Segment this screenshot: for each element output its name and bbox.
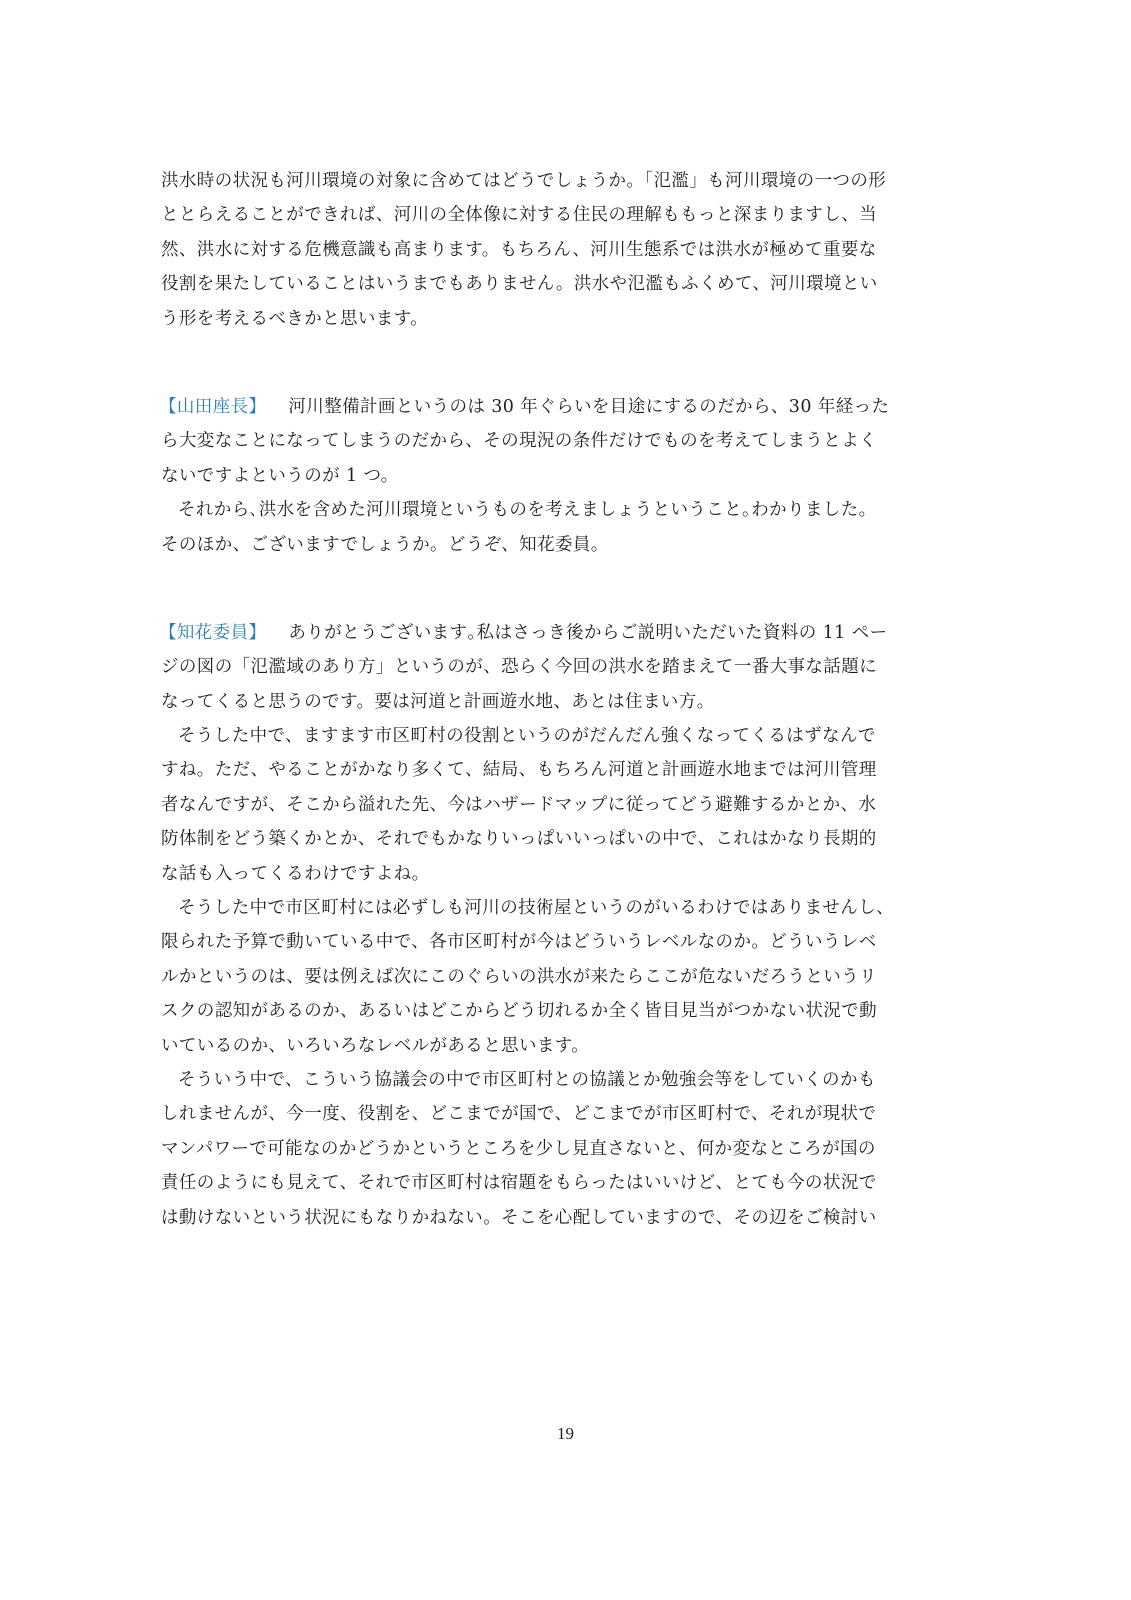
text-line: それから､洪水を含めた河川環境というものを考えましょうということ｡わかりました。 bbox=[178, 500, 877, 521]
text-line: な話も入ってくるわけですよね。 bbox=[161, 863, 430, 884]
section-spacer bbox=[161, 336, 961, 390]
text-line: 者なんですが、そこから溢れた先、今はハザードマップに従ってどう避難するかとか、水 bbox=[161, 794, 877, 815]
text-line: 洪水時の状況も河川環境の対象に含めてはどうでしょうか。「氾濫」も河川環境の一つの形 bbox=[161, 171, 887, 191]
text-line: マンパワーで可能なのかどうかというところを少し見直さないと、何か変なところが国の bbox=[161, 1138, 876, 1159]
text-line: 限られた予算で動いている中で、各市区町村が今はどういうレベルなのか。どういうレベ bbox=[161, 932, 877, 953]
speaker-line bbox=[161, 616, 961, 650]
text-line: しれませんが、今一度、役割を、どこまでが国で、どこまでが市区町村で、それが現状で bbox=[161, 1104, 877, 1125]
text-line: ジの図の「氾濫域のあり方」というのが、恐らく今回の洪水を踏まえて一番大事な話題に bbox=[161, 657, 877, 678]
text-line: すね。ただ、やることがかなり多くて、結局、もちろん河道と計画遊水地までは河川管理 bbox=[161, 760, 877, 781]
text-line: なってくると思うのです。要は河道と計画遊水地、あとは住まい方。 bbox=[161, 691, 715, 712]
text-line: う形を考えるべきかと思います。 bbox=[161, 308, 429, 329]
text-line: 防体制をどう築くかとか、それでもかなりいっぱいいっぱいの中で、これはかなり長期的 bbox=[161, 829, 877, 850]
speaker-label: 【知花委員】 bbox=[159, 622, 267, 643]
text-line: 然、洪水に対する危機意識も高まります。もちろん、河川生態系では洪水が極めて重要な bbox=[161, 239, 877, 260]
paragraph-flood-environment bbox=[161, 164, 961, 336]
page-body bbox=[161, 164, 961, 1235]
text-line: いているのか、いろいろなレベルがあると思います。 bbox=[161, 1035, 590, 1056]
text-line: 責任のようにも見えて、それで市区町村は宿題をもらったはいいけど、とても今の状況で bbox=[161, 1173, 877, 1194]
text-line: そのほか、ございますでしょうか。どうぞ、知花委員。 bbox=[161, 534, 609, 555]
text-line: ら大変なことになってしまうのだから、その現況の条件だけでものを考えてしまうとよく bbox=[161, 431, 877, 452]
speaker-line bbox=[161, 390, 961, 424]
text-line: ととらえることができれば、河川の全体像に対する住民の理解ももっと深まりますし、当 bbox=[161, 205, 877, 226]
text-line: ルかというのは、要は例えば次にこのぐらいの洪水が来たらここが危ないだろうというリ bbox=[161, 966, 877, 987]
speech-first-line: 河川整備計画というのは 30 年ぐらいを目途にするのだから、30 年経った bbox=[288, 396, 890, 417]
text-line: 役割を果たしていることはいうまでもありません。洪水や氾濫もふくめて、河川環境とい bbox=[161, 274, 878, 295]
speech-first-line: ありがとうございます｡私はさっき後からご説明いただいた資料の 11 ペー bbox=[288, 622, 888, 643]
section-yamada bbox=[161, 390, 961, 562]
section-chibana bbox=[161, 616, 961, 1235]
section-spacer bbox=[161, 562, 961, 616]
text-line: スクの認知があるのか、あるいはどこからどう切れるか全く皆目見当がつかない状況で動 bbox=[161, 1001, 877, 1022]
text-line: ないですよというのが 1 つ。 bbox=[161, 465, 399, 486]
text-line: そういう中で、こういう協議会の中で市区町村との協議とか勉強会等をしていくのかも bbox=[178, 1069, 876, 1090]
page-number: 19 bbox=[557, 1424, 574, 1443]
speaker-label: 【山田座長】 bbox=[159, 396, 267, 417]
text-line: そうした中で、ますます市区町村の役割というのがだんだん強くなってくるはずなんで bbox=[178, 726, 876, 747]
text-line: そうした中で市区町村には必ずしも河川の技術屋というのがいるわけではありませんし、 bbox=[178, 898, 894, 919]
text-line: は動けないという状況にもなりかねない。そこを心配していますので、その辺をご検討い bbox=[161, 1207, 877, 1228]
